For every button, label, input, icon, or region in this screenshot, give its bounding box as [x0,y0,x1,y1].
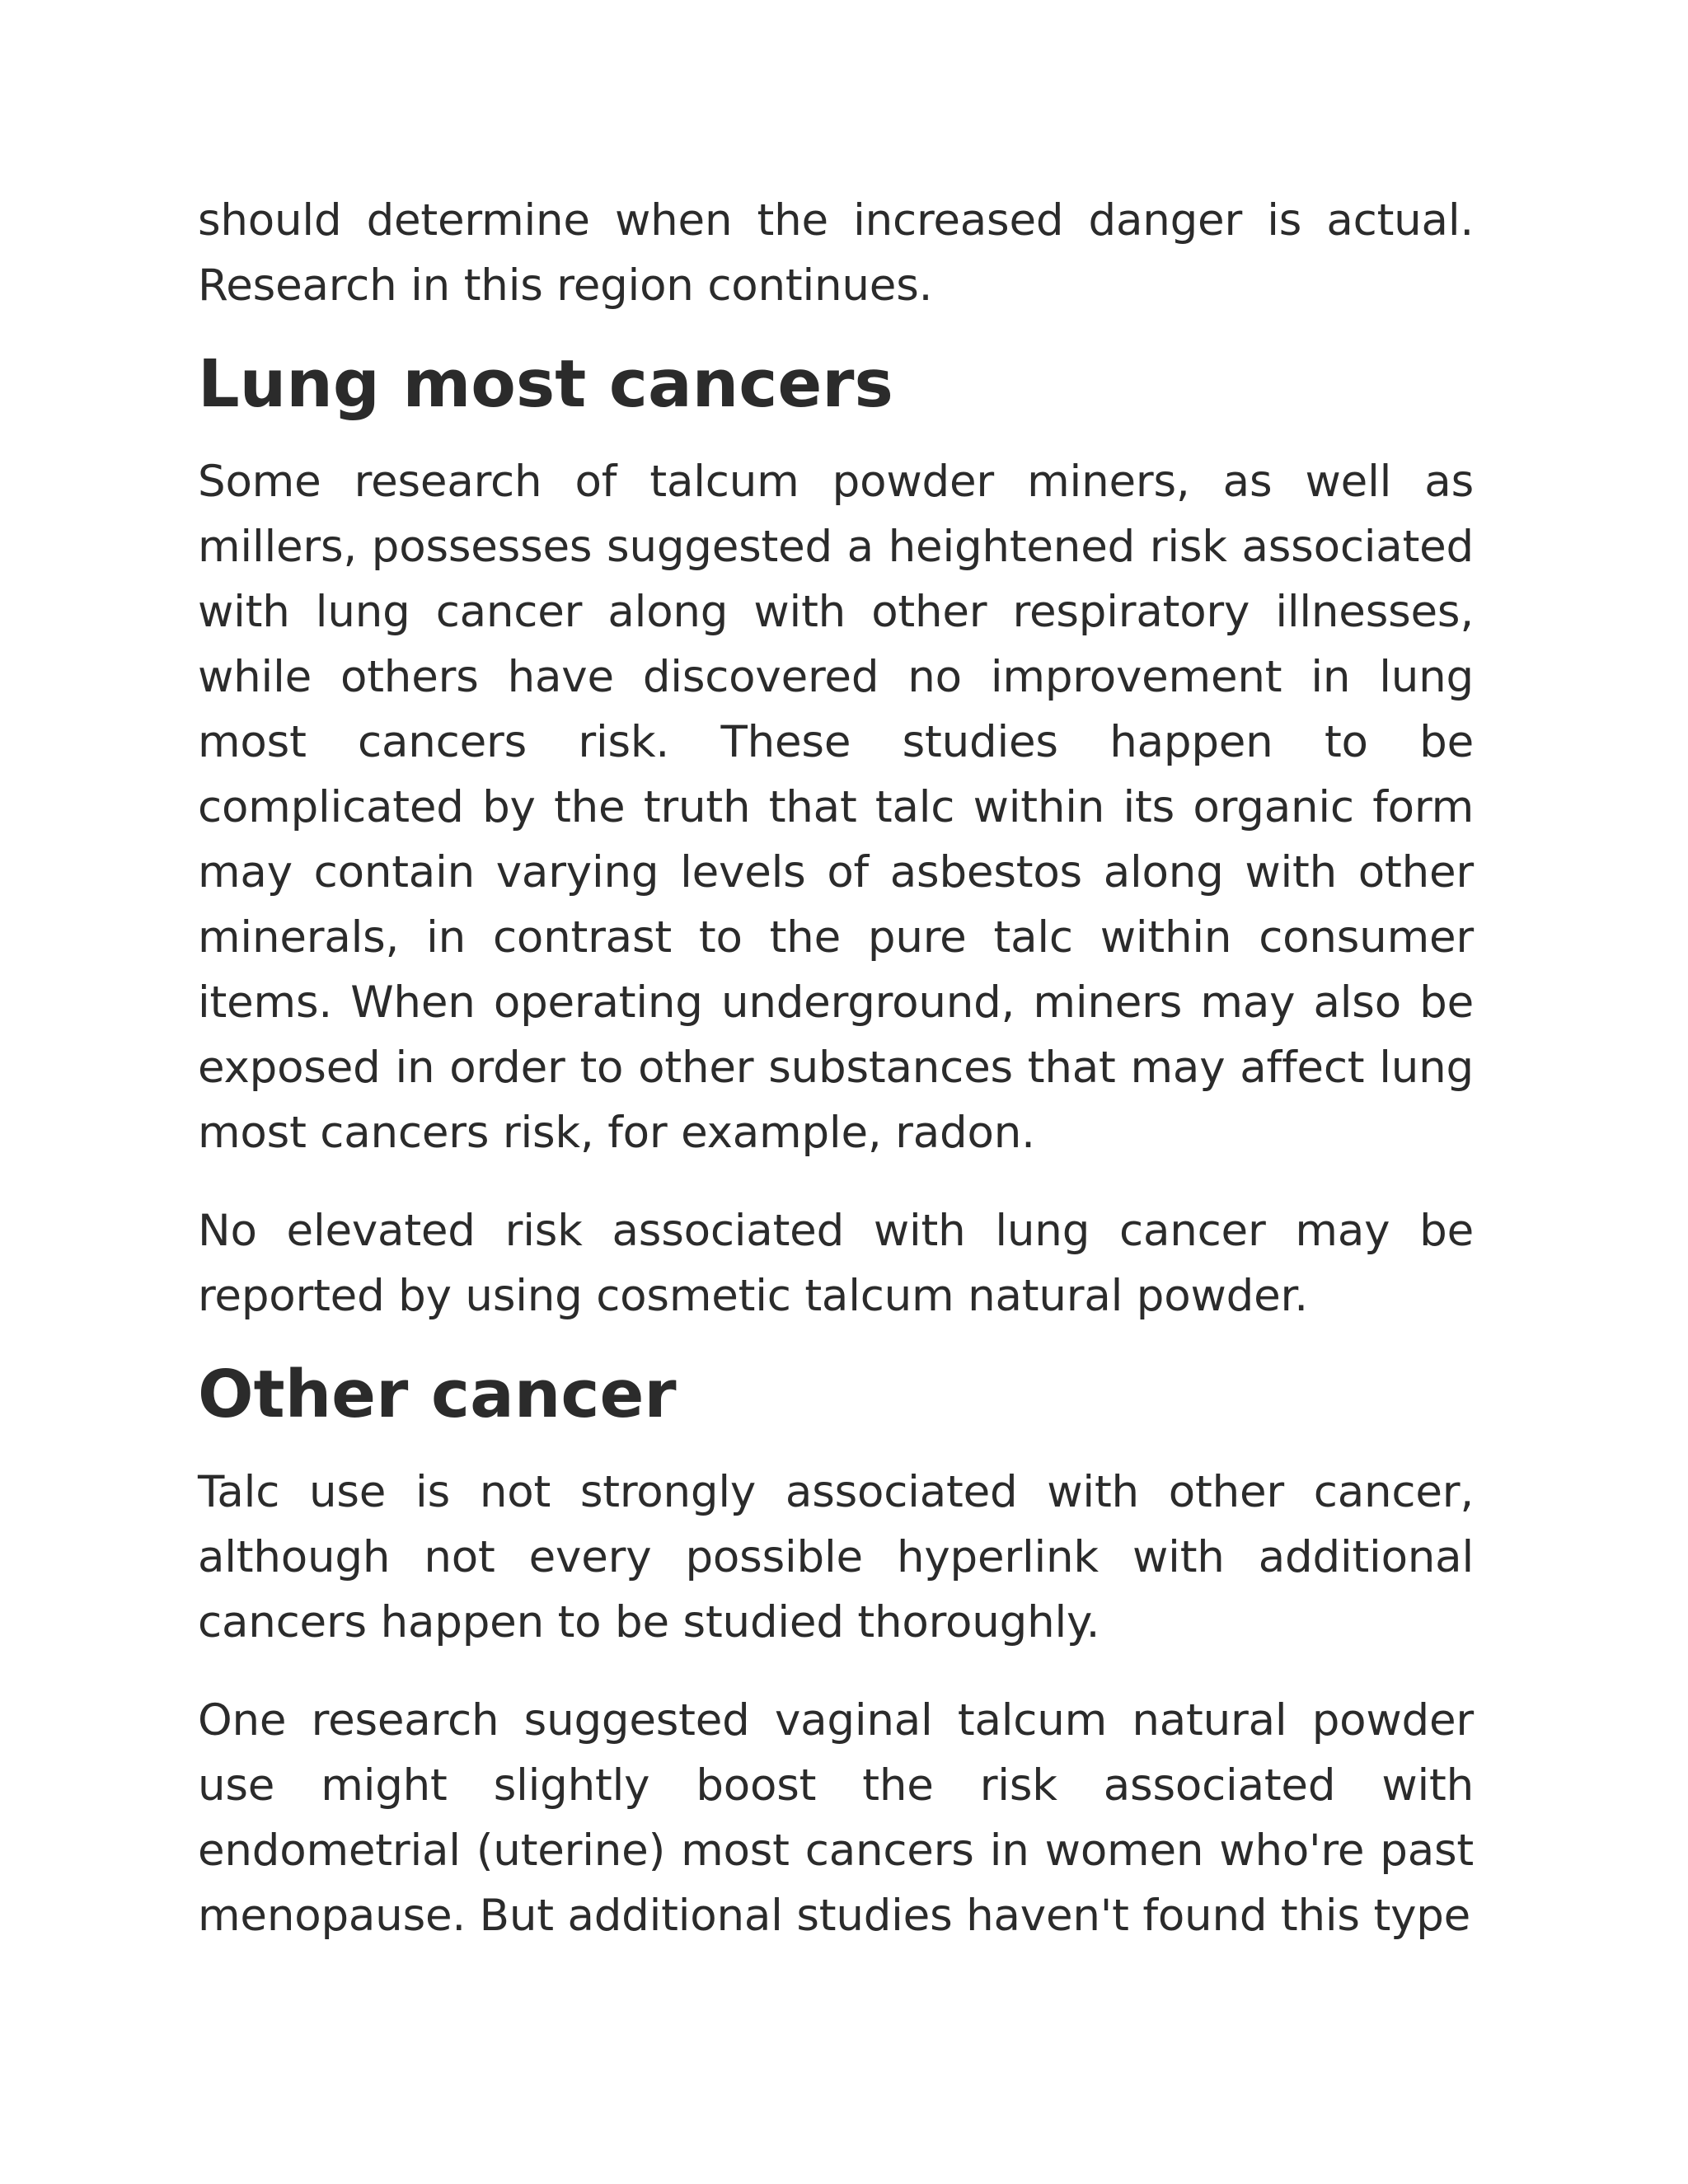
paragraph-other-cancer: Talc use is not strongly associated with other cancer, although not every possible hyperlink with additional cancers happen to be studied thoroughly. [198,1467,1474,1647]
paragraph-intro-continuation: should determine when the increased danger is actual. Research in this region continues. [198,195,1474,311]
heading-other-cancer: Other cancer [198,1356,677,1432]
paragraph-lung-cosmetic: No elevated risk associated with lung cancer may be reported by using cosmetic talcum natural powder. [198,1206,1474,1321]
heading-lung-cancers: Lung most cancers [198,345,893,422]
paragraph-endometrial: One research suggested vaginal talcum natural powder use might slightly boost the risk associated with endometrial (uterine) most cancers in women who're past menopause. But additional studies haven't found this type [198,1695,1474,1941]
paragraph-lung-miners: Some research of talcum powder miners, as well as millers, possesses suggested a heightened risk associated with lung cancer along with other respiratory illnesses, while others have discovered no improvement in lung most cancers risk. These studies happen to be complicated by the truth that talc within its organic form may contain varying levels of asbestos along with other minerals, in contrast to the pure talc within consumer items. When operating underground, miners may also be exposed in order to other substances that may affect lung most cancers risk, for example, radon. [198,457,1474,1158]
document-page [198,188,1474,1981]
